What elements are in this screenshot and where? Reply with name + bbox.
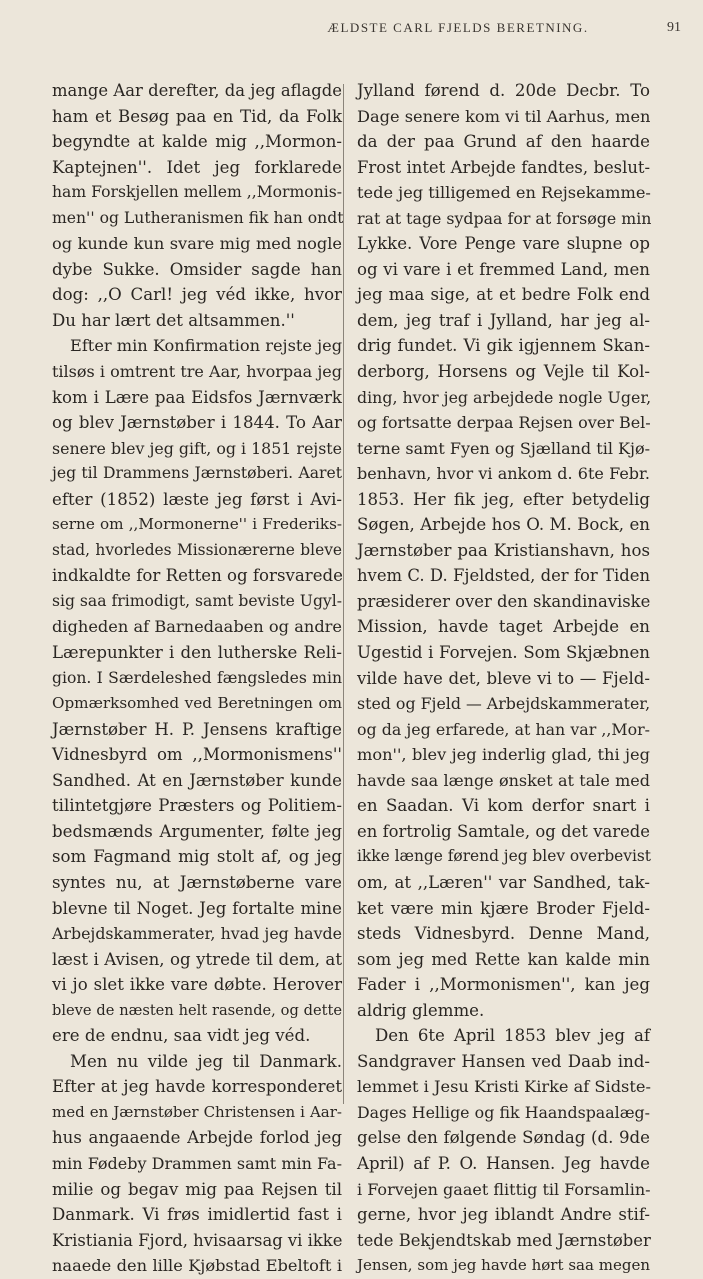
text-line: gion. I Særdeleshed fængsledes min (52, 668, 342, 687)
text-line: Lærepunkter i den lutherske Reli- (52, 643, 342, 663)
text-line: mange Aar derefter, da jeg aflagde (52, 81, 342, 100)
text-line: da der paa Grund af den haarde (357, 132, 650, 152)
text-line: Dage senere kom vi til Aarhus, men (357, 106, 651, 126)
text-line: indkaldte for Retten og forsvarede (52, 566, 343, 586)
text-line: mon'', blev jeg inderlig glad, thi jeg (357, 745, 650, 765)
text-line: ikke længe førend jeg blev overbevist (357, 847, 651, 866)
text-line: Vidnesbyrd om ,,Mormonismens'' (52, 745, 342, 765)
column-divider (343, 84, 344, 1104)
text-line: dog: ,,O Carl! jeg véd ikke, hvor (52, 285, 342, 305)
text-line: dybe Sukke. Omsider sagde han (52, 259, 342, 279)
text-line: bleve de næsten helt rasende, og dette (52, 1001, 342, 1019)
text-line: ket være min kjære Broder Fjeld- (357, 898, 650, 918)
text-line: og blev Jærnstøber i 1844. To Aar (52, 413, 342, 433)
text-line: sig saa frimodigt, samt beviste Ugyl- (52, 591, 342, 610)
text-line: Ugestid i Forvejen. Som Skjæbnen (357, 643, 650, 663)
text-line: Danmark. Vi frøs imidlertid fast i (52, 1205, 342, 1225)
text-line: tilsøs i omtrent tre Aar, hvorpaa jeg (52, 362, 342, 382)
text-line: med en Jærnstøber Christensen i Aar- (52, 1102, 342, 1121)
text-line: Jærnstøber H. P. Jensens kraftige (52, 719, 342, 739)
text-line: og fortsatte derpaa Rejsen over Bel- (357, 413, 651, 433)
text-line: naaede den lille Kjøbstad Ebeltoft i (52, 1256, 342, 1276)
text-line: sted og Fjeld — Arbejdskammerater, (357, 694, 651, 714)
text-line: Dages Hellige og fik Haandspaalæg- (357, 1102, 650, 1122)
text-line: en Saadan. Vi kom derfor snart i (357, 796, 650, 816)
text-line: lemmet i Jesu Kristi Kirke af Sidste- (357, 1077, 651, 1097)
text-line: rat at tage sydpaa for at forsøge min (357, 208, 652, 228)
text-line: vi jo slet ikke vare døbte. Herover (52, 975, 342, 995)
text-line: Kristiania Fjord, hvisaarsag vi ikke (52, 1230, 343, 1250)
text-line: Men nu vilde jeg til Danmark. (70, 1051, 342, 1071)
text-line: April) af P. O. Hansen. Jeg havde (357, 1153, 650, 1173)
text-line: hus angaaende Arbejde forlod jeg (52, 1128, 342, 1148)
text-line: og da jeg erfarede, at han var ,,Mor- (357, 719, 650, 739)
text-line: jeg maa sige, at et bedre Folk end (357, 285, 650, 305)
text-line: tilintetgjøre Præsters og Politiem- (52, 796, 342, 816)
text-line: min Fødeby Drammen samt min Fa- (52, 1153, 342, 1173)
text-line: som Fagmand mig stolt af, og jeg (52, 847, 342, 867)
text-line: Den 6te April 1853 blev jeg af (375, 1026, 650, 1046)
text-line: derborg, Horsens og Vejle til Kol- (357, 362, 650, 382)
text-line: Jensen, som jeg havde hørt saa megen (357, 1256, 650, 1275)
text-line: Sandhed. At en Jærnstøber kunde (52, 770, 342, 790)
right-text-column (357, 78, 650, 1279)
text-line: 1853. Her fik jeg, efter betydelig (357, 489, 650, 509)
text-line: ham et Besøg paa en Tid, da Folk (52, 106, 342, 126)
text-line: i Forvejen gaaet flittig til Forsamlin- (357, 1179, 651, 1199)
text-line: ding, hvor jeg arbejdede nogle Uger, (357, 387, 652, 407)
text-line: drig fundet. Vi gik igjennem Skan- (357, 336, 650, 356)
text-line: læst i Avisen, og ytrede til dem, at (52, 949, 342, 969)
page-number: 91 (667, 20, 681, 35)
text-line: Efter at jeg havde korresponderet (52, 1077, 342, 1097)
text-line: men'' og Lutheranismen fik han ondt (52, 208, 344, 227)
text-line: hvem C. D. Fjeldsted, der for Tiden (357, 566, 650, 586)
text-line: terne samt Fyen og Sjælland til Kjø- (357, 438, 650, 458)
text-line: om, at ,,Læren'' var Sandhed, tak- (357, 872, 650, 892)
text-line: gerne, hvor jeg iblandt Andre stif- (357, 1205, 650, 1225)
text-line: og kunde kun svare mig med nogle (52, 234, 342, 254)
text-line: Lykke. Vore Penge vare slupne op (357, 234, 650, 254)
text-line: bedsmænds Argumenter, følte jeg (52, 821, 342, 841)
text-line: syntes nu, at Jærnstøberne vare (52, 872, 342, 892)
text-line: tede Bekjendtskab med Jærnstøber (357, 1230, 651, 1250)
running-title: ÆLDSTE CARL FJELDS BERETNING. (327, 20, 589, 35)
text-line: stad, hvorledes Missionærerne bleve (52, 540, 342, 559)
text-line: aldrig glemme. (357, 1000, 485, 1020)
text-line: og vi vare i et fremmed Land, men (357, 259, 650, 279)
text-line: ere de endnu, saa vidt jeg véd. (52, 1026, 311, 1046)
text-line: Fader i ,,Mormonismen'', kan jeg (357, 975, 650, 995)
text-line: Sandgraver Hansen ved Daab ind- (357, 1051, 650, 1071)
text-line: ham Forskjellen mellem ,,Mormonis- (52, 183, 342, 202)
text-line: Opmærksomhed ved Beretningen om (52, 694, 342, 713)
text-line: dem, jeg traf i Jylland, har jeg al- (357, 310, 650, 330)
text-line: Efter min Konfirmation rejste jeg (70, 336, 343, 356)
text-line: havde saa længe ønsket at tale med (357, 770, 650, 790)
text-line: blevne til Noget. Jeg fortalte mine (52, 898, 342, 918)
text-line: Mission, havde taget Arbejde en (357, 617, 650, 637)
text-line: præsiderer over den skandinaviske (357, 591, 651, 611)
text-line: som jeg med Rette kan kalde min (357, 949, 650, 969)
text-line: Kaptejnen''. Idet jeg forklarede (52, 157, 342, 177)
running-header (0, 16, 703, 40)
text-line: gelse den følgende Søndag (d. 9de (357, 1128, 650, 1148)
text-line: Søgen, Arbejde hos O. M. Bock, en (357, 515, 650, 535)
text-line: kom i Lære paa Eidsfos Jærnværk (52, 387, 342, 407)
text-line: senere blev jeg gift, og i 1851 rejste (52, 438, 342, 458)
text-line: tede jeg tilligemed en Rejsekamme- (357, 183, 651, 203)
left-text-column (52, 78, 342, 1279)
text-line: begyndte at kalde mig ,,Mormon- (52, 132, 342, 152)
text-line: vilde have det, bleve vi to — Fjeld- (357, 668, 650, 688)
text-line: en fortrolig Samtale, og det varede (357, 821, 650, 841)
text-line: Jærnstøber paa Kristianshavn, hos (357, 540, 650, 560)
text-line: steds Vidnesbyrd. Denne Mand, (357, 924, 650, 944)
text-line: milie og begav mig paa Rejsen til (52, 1179, 342, 1199)
text-line: Frost intet Arbejde fandtes, beslut- (357, 157, 650, 177)
text-line: Du har lært det altsammen.'' (52, 310, 295, 330)
text-line: jeg til Drammens Jærnstøberi. Aaret (52, 464, 342, 483)
text-line: digheden af Barnedaaben og andre (52, 617, 342, 637)
text-line: Arbejdskammerater, hvad jeg havde (52, 924, 342, 944)
text-line: Jylland førend d. 20de Decbr. To (357, 81, 650, 100)
text-line: serne om ,,Mormonerne'' i Frederiks- (52, 515, 342, 534)
text-line: benhavn, hvor vi ankom d. 6te Febr. (357, 464, 650, 484)
text-line: efter (1852) læste jeg først i Avi- (52, 489, 342, 509)
